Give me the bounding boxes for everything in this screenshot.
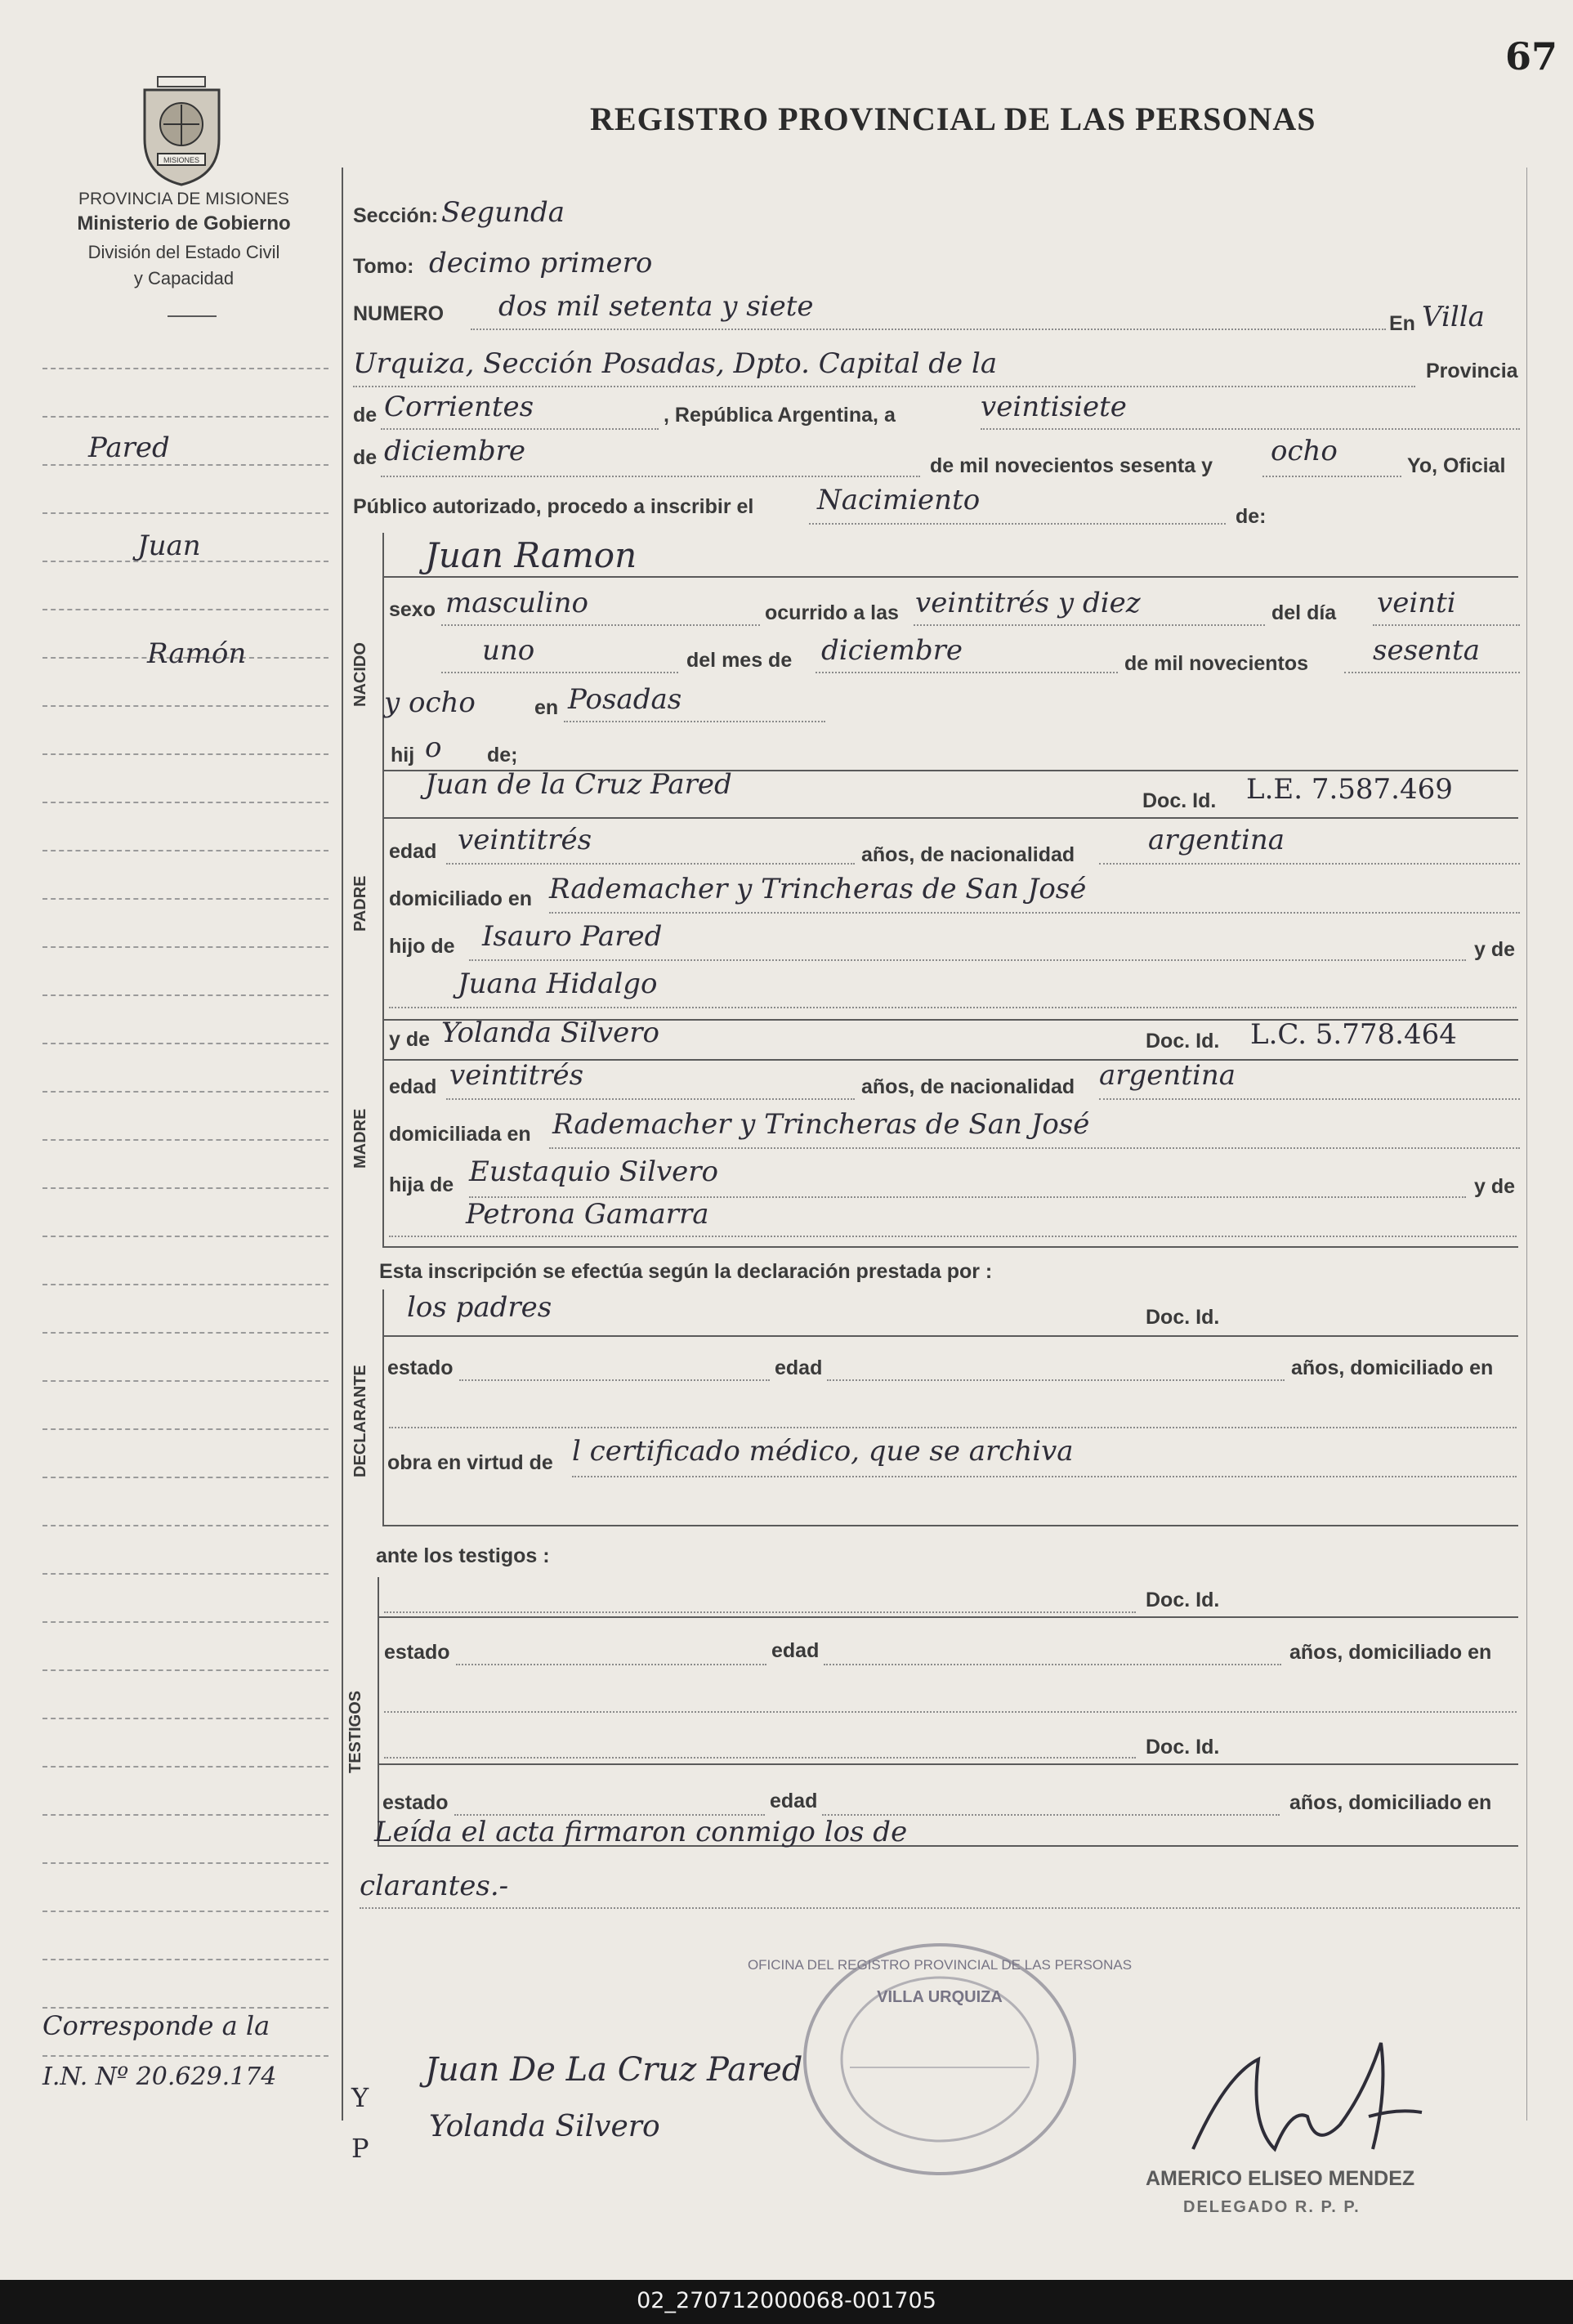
declarante-estado-label: estado xyxy=(387,1356,454,1379)
hijo-suffix: o xyxy=(425,731,442,764)
ledger-line xyxy=(42,898,328,900)
ledger-line xyxy=(42,1187,328,1189)
padre-signature: Juan De La Cruz Pared xyxy=(425,2051,803,2089)
mil-label: de mil novecientos sesenta y xyxy=(930,454,1213,477)
ledger-line xyxy=(42,1766,328,1768)
inscripcion-label: Esta inscripción se efectúa según la declaración prestada por : xyxy=(379,1260,993,1283)
padre-hijo-value: Isauro Pared xyxy=(482,920,663,953)
en-value: Villa xyxy=(1422,301,1485,333)
numero-value: dos mil setenta y siete xyxy=(498,290,814,323)
madre-nac-value: argentina xyxy=(1099,1059,1236,1092)
madre-signature: Yolanda Silvero xyxy=(429,2110,660,2143)
mark-p: P xyxy=(351,2133,369,2164)
mark-y: Y xyxy=(351,2082,369,2113)
ledger-line xyxy=(42,1959,328,1960)
padre-nac-value: argentina xyxy=(1148,824,1285,856)
day-value: veintisiete xyxy=(981,391,1127,423)
sexo-value: masculino xyxy=(445,587,589,619)
ministry-label: Ministerio de Gobierno xyxy=(77,212,291,235)
ledger-line xyxy=(42,1862,328,1864)
official-name: AMERICO ELISEO MENDEZ xyxy=(1146,2167,1415,2190)
testigo2-estado-label: estado xyxy=(382,1791,449,1814)
margin-name2: Ramón xyxy=(147,637,247,670)
ledger-line xyxy=(42,753,328,755)
seccion-label: Sección: xyxy=(353,204,439,227)
de-label: de xyxy=(353,404,378,427)
official-stamp-icon xyxy=(747,1937,1133,2182)
provincia-label: Provincia xyxy=(1426,360,1518,382)
testigo2-doc-label: Doc. Id. xyxy=(1146,1736,1220,1759)
hora-value: veintitrés y diez xyxy=(915,587,1141,619)
del-dia-label: del día xyxy=(1271,601,1337,624)
oficial-label: Yo, Oficial xyxy=(1407,454,1506,477)
tomo-label: Tomo: xyxy=(353,255,414,278)
sexo-label: sexo xyxy=(389,598,436,621)
closing-line-1: Leída el acta firmaron conmigo los de xyxy=(374,1816,908,1848)
ledger-line xyxy=(42,368,328,369)
dia-value2: uno xyxy=(482,634,535,667)
ledger-line xyxy=(42,1091,328,1093)
ledger-line xyxy=(42,1911,328,1912)
numero-label: NUMERO xyxy=(353,302,445,325)
ledger-line xyxy=(42,1043,328,1044)
ledger-line xyxy=(42,1332,328,1334)
declarante-side-label: DECLARANTE xyxy=(351,1365,369,1477)
margin-name1: Juan xyxy=(137,530,201,562)
ledger-line xyxy=(42,1718,328,1719)
ledger-line xyxy=(42,1380,328,1382)
madre-y-de2-label: y de xyxy=(1474,1175,1516,1198)
nacido-mil-label: de mil novecientos xyxy=(1124,652,1309,675)
ledger-line xyxy=(42,2055,328,2057)
ledger-line xyxy=(42,1621,328,1623)
testigo1-anios-label: años, domiciliado en xyxy=(1289,1641,1492,1664)
dia-value: veinti xyxy=(1377,587,1456,619)
year-value: ocho xyxy=(1271,435,1338,467)
padre-side-label: PADRE xyxy=(351,875,369,932)
mes-label: del mes de xyxy=(686,649,793,672)
de3-label: de: xyxy=(1236,505,1267,528)
republica-label: , República Argentina, a xyxy=(664,404,896,427)
declarante-doc-label: Doc. Id. xyxy=(1146,1306,1220,1329)
padre-dom-value: Rademacher y Trincheras de San José xyxy=(549,873,1087,905)
padre-madre-value: Juana Hidalgo xyxy=(458,968,658,1000)
en-label: En xyxy=(1389,312,1415,335)
ledger-line xyxy=(42,1573,328,1575)
madre-madre-value: Petrona Gamarra xyxy=(466,1198,709,1231)
testigo1-edad-label: edad xyxy=(771,1639,820,1662)
provincia-value: Corrientes xyxy=(384,391,534,423)
madre-name: Yolanda Silvero xyxy=(441,1017,659,1049)
de2-label: de xyxy=(353,446,378,469)
stamp-text: OFICINA DEL REGISTRO PROVINCIAL DE LAS PERSONAS xyxy=(747,1957,1133,1973)
testigo1-doc-label: Doc. Id. xyxy=(1146,1589,1220,1611)
ledger-line xyxy=(42,1236,328,1237)
stamp-place: VILLA URQUIZA xyxy=(877,1988,1003,2006)
padre-edad-value: veintitrés xyxy=(458,824,592,856)
madre-doc-value: L.C. 5.778.464 xyxy=(1250,1018,1457,1051)
margin-correspondence-1: Corresponde a la xyxy=(42,2010,270,2041)
madre-dom-label: domiciliada en xyxy=(389,1123,531,1146)
footer-id: 02_270712000068-001705 xyxy=(637,2288,936,2313)
padre-nac-label: años, de nacionalidad xyxy=(861,843,1075,866)
ledger-line xyxy=(42,416,328,418)
place-line: Urquiza, Sección Posadas, Dpto. Capital de la xyxy=(353,347,998,380)
seccion-value: Segunda xyxy=(441,196,565,229)
ledger-line xyxy=(42,1814,328,1816)
ledger-line xyxy=(42,609,328,610)
ledger-line xyxy=(42,1525,328,1526)
official-signature-icon xyxy=(1177,2027,1438,2174)
ledger-line xyxy=(42,512,328,514)
padre-y-de-label: y de xyxy=(1474,938,1516,961)
declarante-obra-label: obra en virtud de xyxy=(387,1451,553,1474)
testigos-label: ante los testigos : xyxy=(376,1544,550,1567)
ledger-line xyxy=(42,1284,328,1285)
anio-value2: y ocho xyxy=(384,686,476,719)
official-title: DELEGADO R. P. P. xyxy=(1183,2198,1361,2216)
hijo-de-label: de; xyxy=(487,744,518,766)
ledger-line xyxy=(42,464,328,466)
closing-line-2: clarantes.- xyxy=(360,1870,509,1902)
document-title: REGISTRO PROVINCIAL DE LAS PERSONAS xyxy=(590,101,1316,137)
declarante-anios-label: años, domiciliado en xyxy=(1291,1356,1494,1379)
month-value: diciembre xyxy=(384,435,526,467)
testigos-side-label: TESTIGOS xyxy=(346,1690,364,1773)
tomo-value: decimo primero xyxy=(429,247,653,279)
padre-doc-label: Doc. Id. xyxy=(1142,789,1217,812)
testigo1-estado-label: estado xyxy=(384,1641,450,1664)
ledger-line xyxy=(42,1669,328,1671)
declarante-obra-value: l certificado médico, que se archiva xyxy=(572,1435,1074,1468)
madre-y-de-label: y de xyxy=(389,1028,431,1051)
padre-name: Juan de la Cruz Pared xyxy=(425,768,732,801)
hijo-label: hij xyxy=(391,744,415,766)
madre-side-label: MADRE xyxy=(351,1108,369,1169)
testigo2-anios-label: años, domiciliado en xyxy=(1289,1791,1492,1814)
madre-hija-label: hija de xyxy=(389,1173,454,1196)
ledger-line xyxy=(42,1139,328,1141)
coat-of-arms-icon xyxy=(135,74,229,188)
testigo2-edad-label: edad xyxy=(770,1790,818,1812)
declarante-edad-label: edad xyxy=(775,1356,823,1379)
ledger-line xyxy=(42,1477,328,1478)
madre-nac-label: años, de nacionalidad xyxy=(861,1075,1075,1098)
margin-surname: Pared xyxy=(88,431,170,464)
page-number: 67 xyxy=(1505,34,1558,78)
ledger-line xyxy=(42,705,328,707)
padre-doc-value: L.E. 7.587.469 xyxy=(1246,773,1453,806)
madre-edad-label: edad xyxy=(389,1075,437,1098)
ledger-line xyxy=(42,802,328,803)
madre-edad-value: veintitrés xyxy=(449,1059,584,1092)
nacido-side-label: NACIDO xyxy=(351,642,369,707)
madre-hija-value: Eustaquio Silvero xyxy=(469,1155,719,1188)
publico-label: Público autorizado, procedo a inscribir el xyxy=(353,495,754,518)
ledger-line xyxy=(42,994,328,996)
ledger-line xyxy=(42,946,328,948)
mes-value: diciembre xyxy=(821,634,963,667)
ledger-line xyxy=(42,2007,328,2009)
ledger-line xyxy=(42,850,328,851)
padre-hijo-label: hijo de xyxy=(389,935,455,958)
ledger-line xyxy=(42,1428,328,1430)
nacido-name: Juan Ramon xyxy=(425,535,637,575)
declarante-name: los padres xyxy=(407,1291,552,1324)
madre-dom-value: Rademacher y Trincheras de San José xyxy=(552,1108,1090,1141)
nacido-en-label: en xyxy=(534,696,559,719)
anio-value: sesenta xyxy=(1373,634,1480,667)
ocurrido-label: ocurrido a las xyxy=(765,601,899,624)
crest-text: MISIONES xyxy=(163,156,200,164)
madre-doc-label: Doc. Id. xyxy=(1146,1030,1220,1053)
padre-dom-label: domiciliado en xyxy=(389,887,533,910)
padre-edad-label: edad xyxy=(389,840,437,863)
capacity-label: y Capacidad xyxy=(133,268,235,288)
lugar-value: Posadas xyxy=(568,683,682,716)
division-label: División del Estado Civil xyxy=(87,242,280,262)
margin-correspondence-2: I.N. Nº 20.629.174 xyxy=(42,2063,277,2091)
inscribe-value: Nacimiento xyxy=(817,484,981,516)
province-label: PROVINCIA DE MISIONES xyxy=(78,190,289,208)
